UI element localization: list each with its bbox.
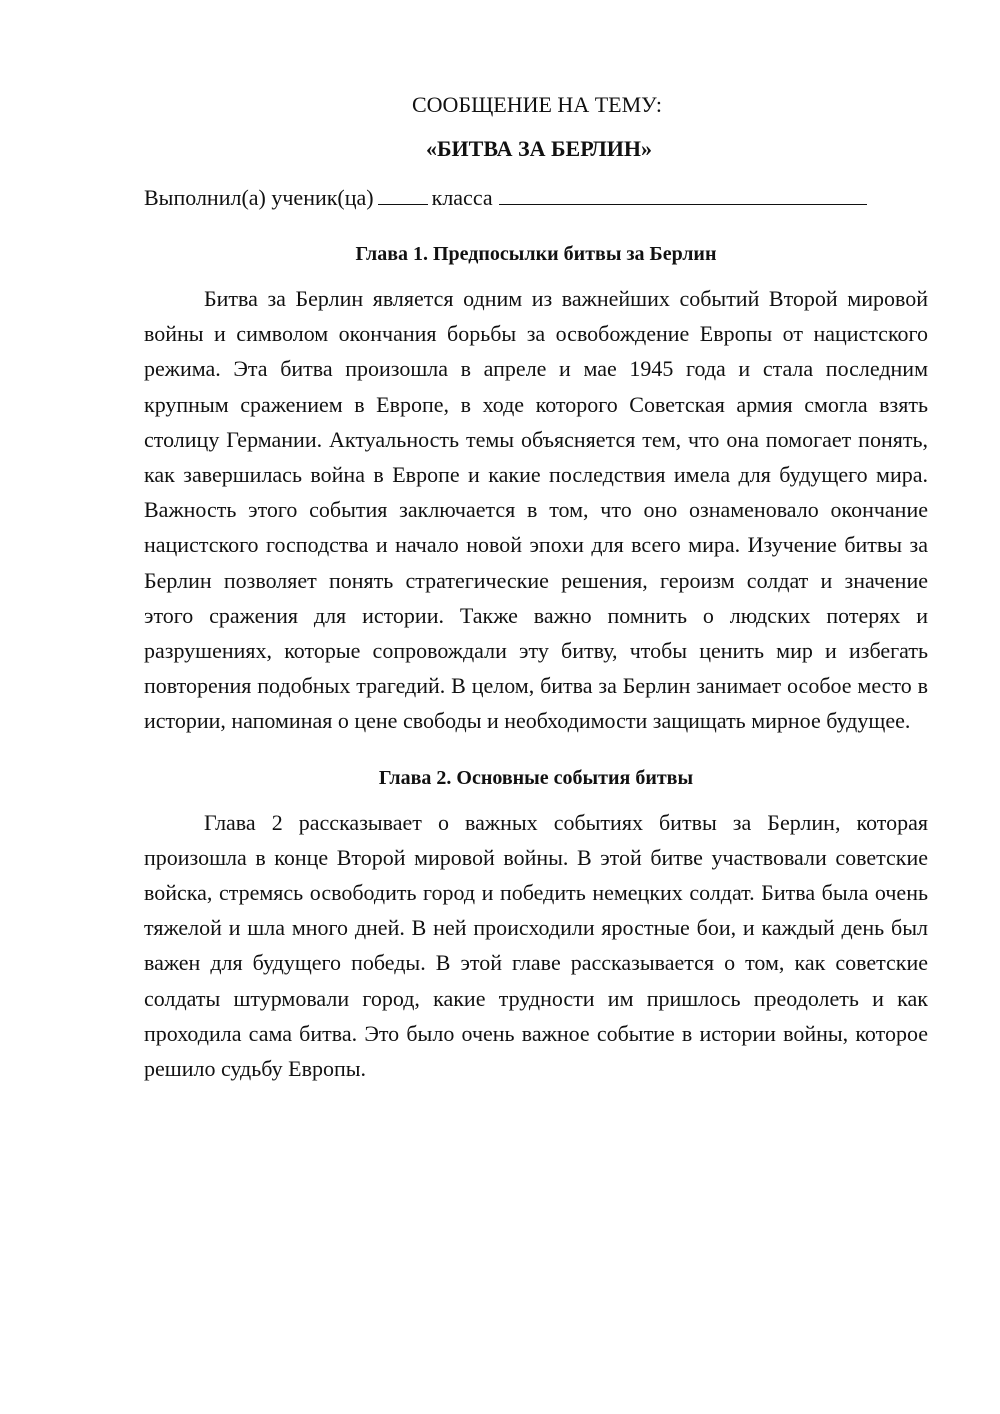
class-label: класса: [431, 185, 493, 210]
chapter-2-text: Глава 2 рассказывает о важных событиях битвы за Берлин, которая произошла в конце Второй мировой войны. В этой битве участвовали советские войска, стремясь освободить город и победить немецких солдат. Битва была очень тяжелой и шла много дней. В ней происходили яростные бои, и каждый день был важен для будущего победы. В этой главе рассказывается о том, как советские солдаты штурмовали город, какие трудности им пришлось преодолеть и как проходила сама битва. Это было очень важное событие в истории войны, которое решило судьбу Европы.: [144, 809, 928, 1082]
chapter-1-heading: Глава 1. Предпосылки битвы за Берлин: [355, 243, 717, 265]
author-line: [144, 183, 928, 213]
chapter-2-heading: Глава 2. Основные события битвы: [378, 766, 694, 789]
grade-blank: [378, 184, 428, 205]
document-title-line-1: СООБЩЕНИЕ НА ТЕМУ:: [412, 92, 662, 117]
document-page: [144, 90, 928, 1086]
chapter-1-text: Битва за Берлин является одним из важнейших событий Второй мировой войны и символом окончания борьбы за освобождение Европы от нацистского режима. Эта битва произошла в апреле и мае 1945 года и стала последним крупным сражением в Европе, в ходе которого Советская армия смогла взять столицу Германии. Актуальность темы объясняется тем, что она помогает понять, как завершилась война в Европе и какие последствия имела для будущего мира. Важность этого события заключается в том, что оно ознаменовало окончание нацистского господства и начало новой эпохи для всего мира. Изучение битвы за Берлин позволяет понять стратегические решения, героизм солдат и значение этого сражения для истории. Также важно помнить о людских потерях и разрушениях, которые сопровождали эту битву, чтобы ценить мир и избегать повторения подобных трагедий. В целом, битва за Берлин занимает особое место в истории, напоминая о цене свободы и необходимости защищать мирное будущее.: [144, 286, 928, 734]
author-label: Выполнил(а) ученик(ца): [144, 185, 374, 210]
document-title-line-2: «БИТВА ЗА БЕРЛИН»: [426, 136, 652, 161]
name-blank: [499, 184, 867, 205]
